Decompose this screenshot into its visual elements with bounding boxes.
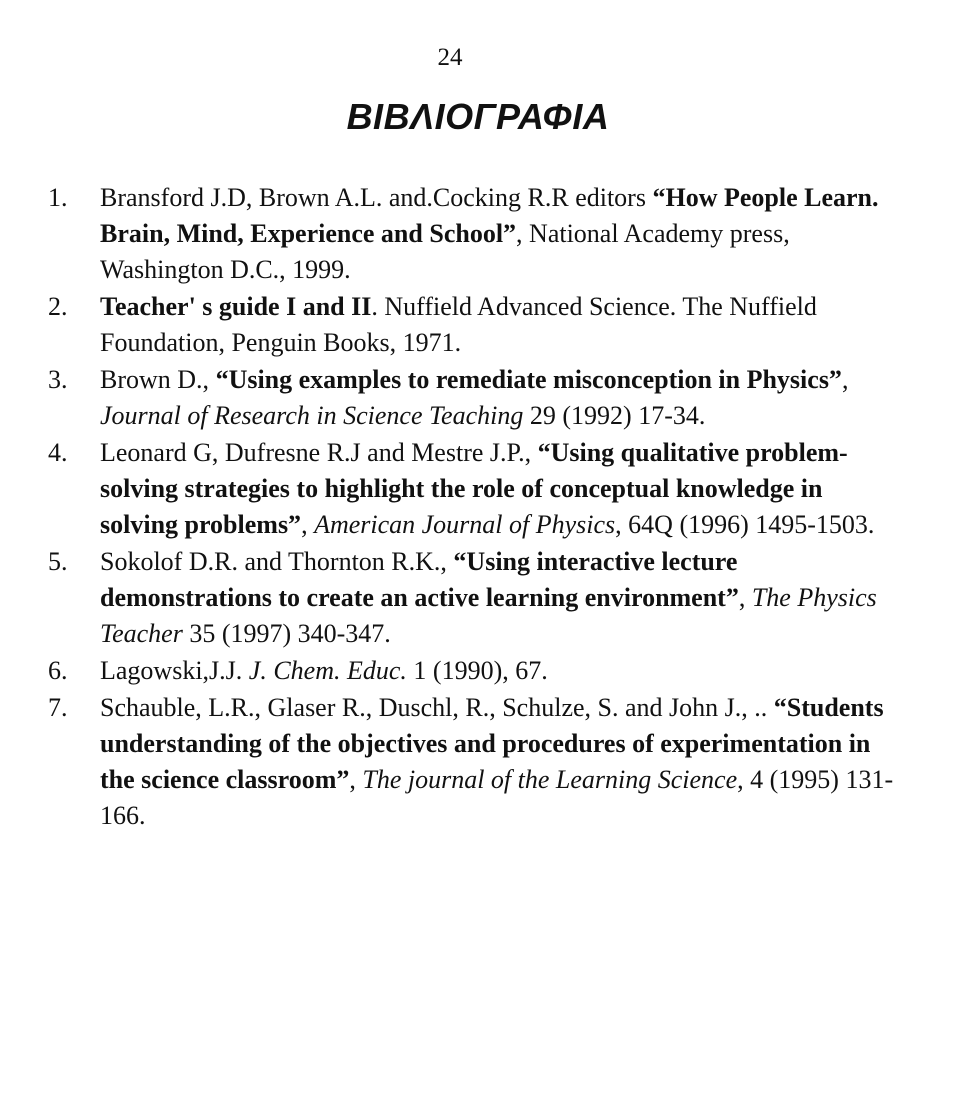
bibliography-heading: ΒΙΒΛΙΟΓΡΑΦΙΑ [346,96,610,137]
reference-title: “Students understanding of the objectives and procedures of experimentation in the science classroom” [100,693,884,794]
reference-journal: The journal of the Learning Science [362,765,738,794]
reference-journal: J. Chem. Educ. [248,656,407,685]
reference-title: “Using qualitative problem-solving strategies to highlight the role of conceptual knowledge in solving problems” [100,438,848,539]
reference-number: 4. [48,438,68,467]
reference-item-5 [48,544,898,652]
reference-item-1 [48,180,898,288]
reference-item-6 [48,653,898,689]
reference-list [48,180,898,835]
reference-details: , 64Q (1996) 1495-1503. [615,510,875,539]
reference-separator: , [349,765,363,794]
page-number: 24 [437,44,463,71]
reference-journal: American Journal of Physics [314,510,616,539]
reference-item-7 [48,690,898,834]
reference-number: 3. [48,365,68,394]
reference-authors: Leonard G, Dufresne R.J and Mestre J.P., [100,438,538,467]
reference-number: 6. [48,656,68,685]
reference-journal: The Physics Teacher [100,583,877,648]
reference-authors: Lagowski,J.J. [100,656,249,685]
reference-authors: Schauble, L.R., Glaser R., Duschl, R., Schulze, S. and John J., .. [100,693,774,722]
reference-title: Teacher' s guide I and II [100,292,372,321]
reference-authors: Sokolof D.R. and Thornton R.K., [100,547,454,576]
reference-authors: Bransford J.D, Brown A.L. and.Cocking R.R editors [100,183,653,212]
reference-separator: , [301,510,315,539]
reference-title: “How People Learn. Brain, Mind, Experience and School” [100,183,879,248]
reference-item-3 [48,362,898,434]
reference-item-2 [48,289,898,361]
reference-number: 7. [48,693,68,722]
reference-details: 29 (1992) 17-34. [523,401,706,430]
reference-details: 35 (1997) 340-347. [182,619,391,648]
reference-number: 2. [48,292,68,321]
reference-number: 5. [48,547,68,576]
reference-title: “Using interactive lecture demonstrations to create an active learning environment” [100,547,739,612]
reference-details: , 4 (1995) 131- 166. [100,765,894,830]
reference-authors: Brown D., [100,365,216,394]
reference-title: “Using examples to remediate misconception in Physics” [215,365,842,394]
reference-details: 1 (1990), 67. [406,656,548,685]
reference-separator: , [841,365,849,394]
reference-details: . Nuffield Advanced Science. The Nuffield Foundation, Penguin Books, 1971. [100,292,817,357]
reference-journal: Journal of Research in Science Teaching [100,401,524,430]
reference-separator: , [738,583,752,612]
reference-number: 1. [48,183,68,212]
reference-item-4 [48,435,898,543]
reference-details: , National Academy press, Washington D.C., 1999. [100,219,790,284]
